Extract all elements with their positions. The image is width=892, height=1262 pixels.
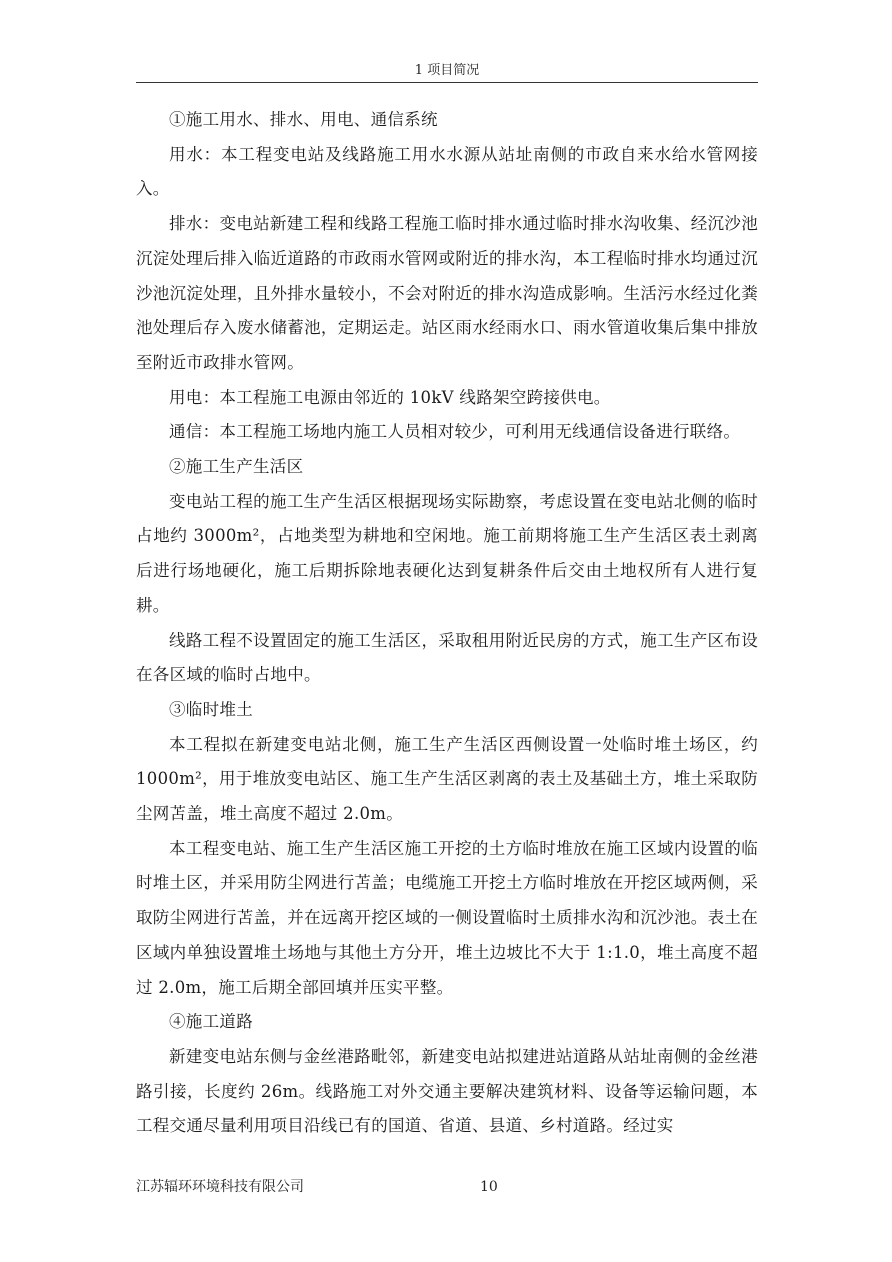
paragraph-water-supply: 用水：本工程变电站及线路施工用水水源从站址南侧的市政自来水给水管网接入。 [136,144,758,199]
heading-water-power-comm: ①施工用水、排水、用电、通信系统 [169,110,438,129]
heading-temporary-soil: ③临时堆土 [169,699,253,719]
paragraph-communication: 通信：本工程施工场地内施工人员相对较少，可利用无线通信设备进行联络。 [169,422,741,442]
paragraph-substation-living-area: 变电站工程的施工生产生活区根据现场实际勘察，考虑设置在变电站北侧的临时占地约 3000m²，占地类型为耕地和空闲地。施工前期将施工生产生活区表土剥离后进行场地硬化，施工后期拆除地表硬化达到复耕条件后交由土地权所有人进行复耕。 [136,491,758,615]
paragraph-soil-yard: 本工程拟在新建变电站北侧，施工生产生活区西侧设置一处临时堆土场区，约 1000m²，用于堆放变电站区、施工生产生活区剥离的表土及基础土方，堆土采取防尘网苫盖，堆土高度不超过 2.0m。 [136,734,758,824]
paragraph-line-living-area: 线路工程不设置固定的施工生活区，采取租用附近民房的方式，施工生产区布设在各区域的临时占地中。 [136,630,758,685]
heading-construction-roads: ④施工道路 [169,1012,253,1032]
paragraph-drainage: 排水：变电站新建工程和线路工程施工临时排水通过临时排水沟收集、经沉沙池沉淀处理后排入临近道路的市政雨水管网或附近的排水沟，本工程临时排水均通过沉沙池沉淀处理，且外排水量较小，不会对附近的排水沟造成影响。生活污水经过化粪池处理后存入废水储蓄池，定期运走。站区雨水经雨水口、雨水管道收集后集中排放至附近市政排水管网。 [136,214,758,372]
paragraph-soil-handling: 本工程变电站、施工生产生活区施工开挖的土方临时堆放在施工区域内设置的临时堆土区，并采用防尘网进行苫盖；电缆施工开挖土方临时堆放在开挖区域两侧，采取防尘网进行苫盖，并在远离开挖区域的一侧设置临时土质排水沟和沉沙池。表土在区域内单独设置堆土场地与其他土方分开，堆土边坡比不大于 1:1.0，堆土高度不超过 2.0m，施工后期全部回填并压实平整。 [136,838,758,997]
paragraph-roads: 新建变电站东侧与金丝港路毗邻，新建变电站拟建进站道路从站址南侧的金丝港路引接，长度约 26m。线路施工对外交通主要解决建筑材料、设备等运输问题，本工程交通尽量利用项目沿线已有的国道、省道、县道、乡村道路。经过实 [136,1046,758,1136]
document-body [136,103,758,1144]
heading-living-area: ②施工生产生活区 [169,457,304,477]
header-divider [136,82,758,83]
page-header: 1 项目简况 [414,63,480,78]
footer-company: 江苏辐环环境科技有限公司 [136,1179,304,1195]
page-number: 10 [480,1179,498,1195]
paragraph-power-supply: 用电：本工程施工电源由邻近的 10kV 线路架空跨接供电。 [169,387,611,407]
